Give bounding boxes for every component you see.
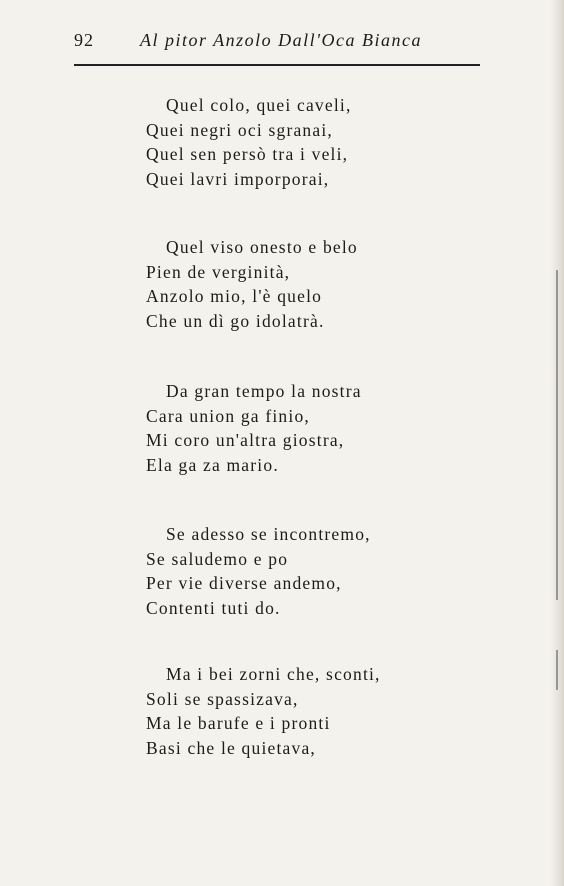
page-header	[74, 30, 480, 56]
verse-line: Quei lavri imporporai,	[146, 168, 330, 189]
stanza	[146, 522, 446, 620]
verse-line: Cara union ga finio,	[146, 405, 310, 426]
running-title: Al pitor Anzolo Dall'Oca Bianca	[140, 30, 423, 50]
page-number: 92	[74, 30, 94, 50]
verse-line: Pien de verginità,	[146, 261, 291, 282]
verse-line: Quel colo, quei caveli,	[166, 95, 352, 115]
stanza	[146, 662, 446, 760]
verse-line: Soli se spassizava,	[146, 688, 299, 709]
verse-line: Da gran tempo la nostra	[166, 381, 362, 401]
stanza	[146, 235, 446, 333]
stanza	[146, 93, 446, 191]
verse-line: Se adesso se incontremo,	[166, 524, 371, 544]
page-edge-mark	[556, 270, 558, 600]
verse-line: Basi che le quietava,	[146, 737, 317, 758]
verse-line: Ma i bei zorni che, sconti,	[166, 664, 381, 684]
verse-line: Anzolo mio, l'è quelo	[146, 286, 323, 307]
stanza	[146, 379, 446, 477]
verse-line: Quei negri oci sgranai,	[146, 119, 333, 140]
verse-line: Ela ga za mario.	[146, 454, 279, 475]
verse-line: Quel viso onesto e belo	[166, 237, 358, 257]
verse-line: Se saludemo e po	[146, 548, 289, 569]
verse-line: Che un dì go idolatrà.	[146, 310, 325, 331]
page-edge-mark	[556, 650, 558, 690]
header-rule	[74, 64, 480, 66]
verse-line: Per vie diverse andemo,	[146, 573, 342, 594]
verse-line: Quel sen persò tra i veli,	[146, 144, 349, 165]
verse-line: Ma le barufe e i pronti	[146, 713, 331, 734]
verse-line: Contenti tuti do.	[146, 597, 281, 618]
verse-line: Mi coro un'altra giostra,	[146, 430, 345, 451]
